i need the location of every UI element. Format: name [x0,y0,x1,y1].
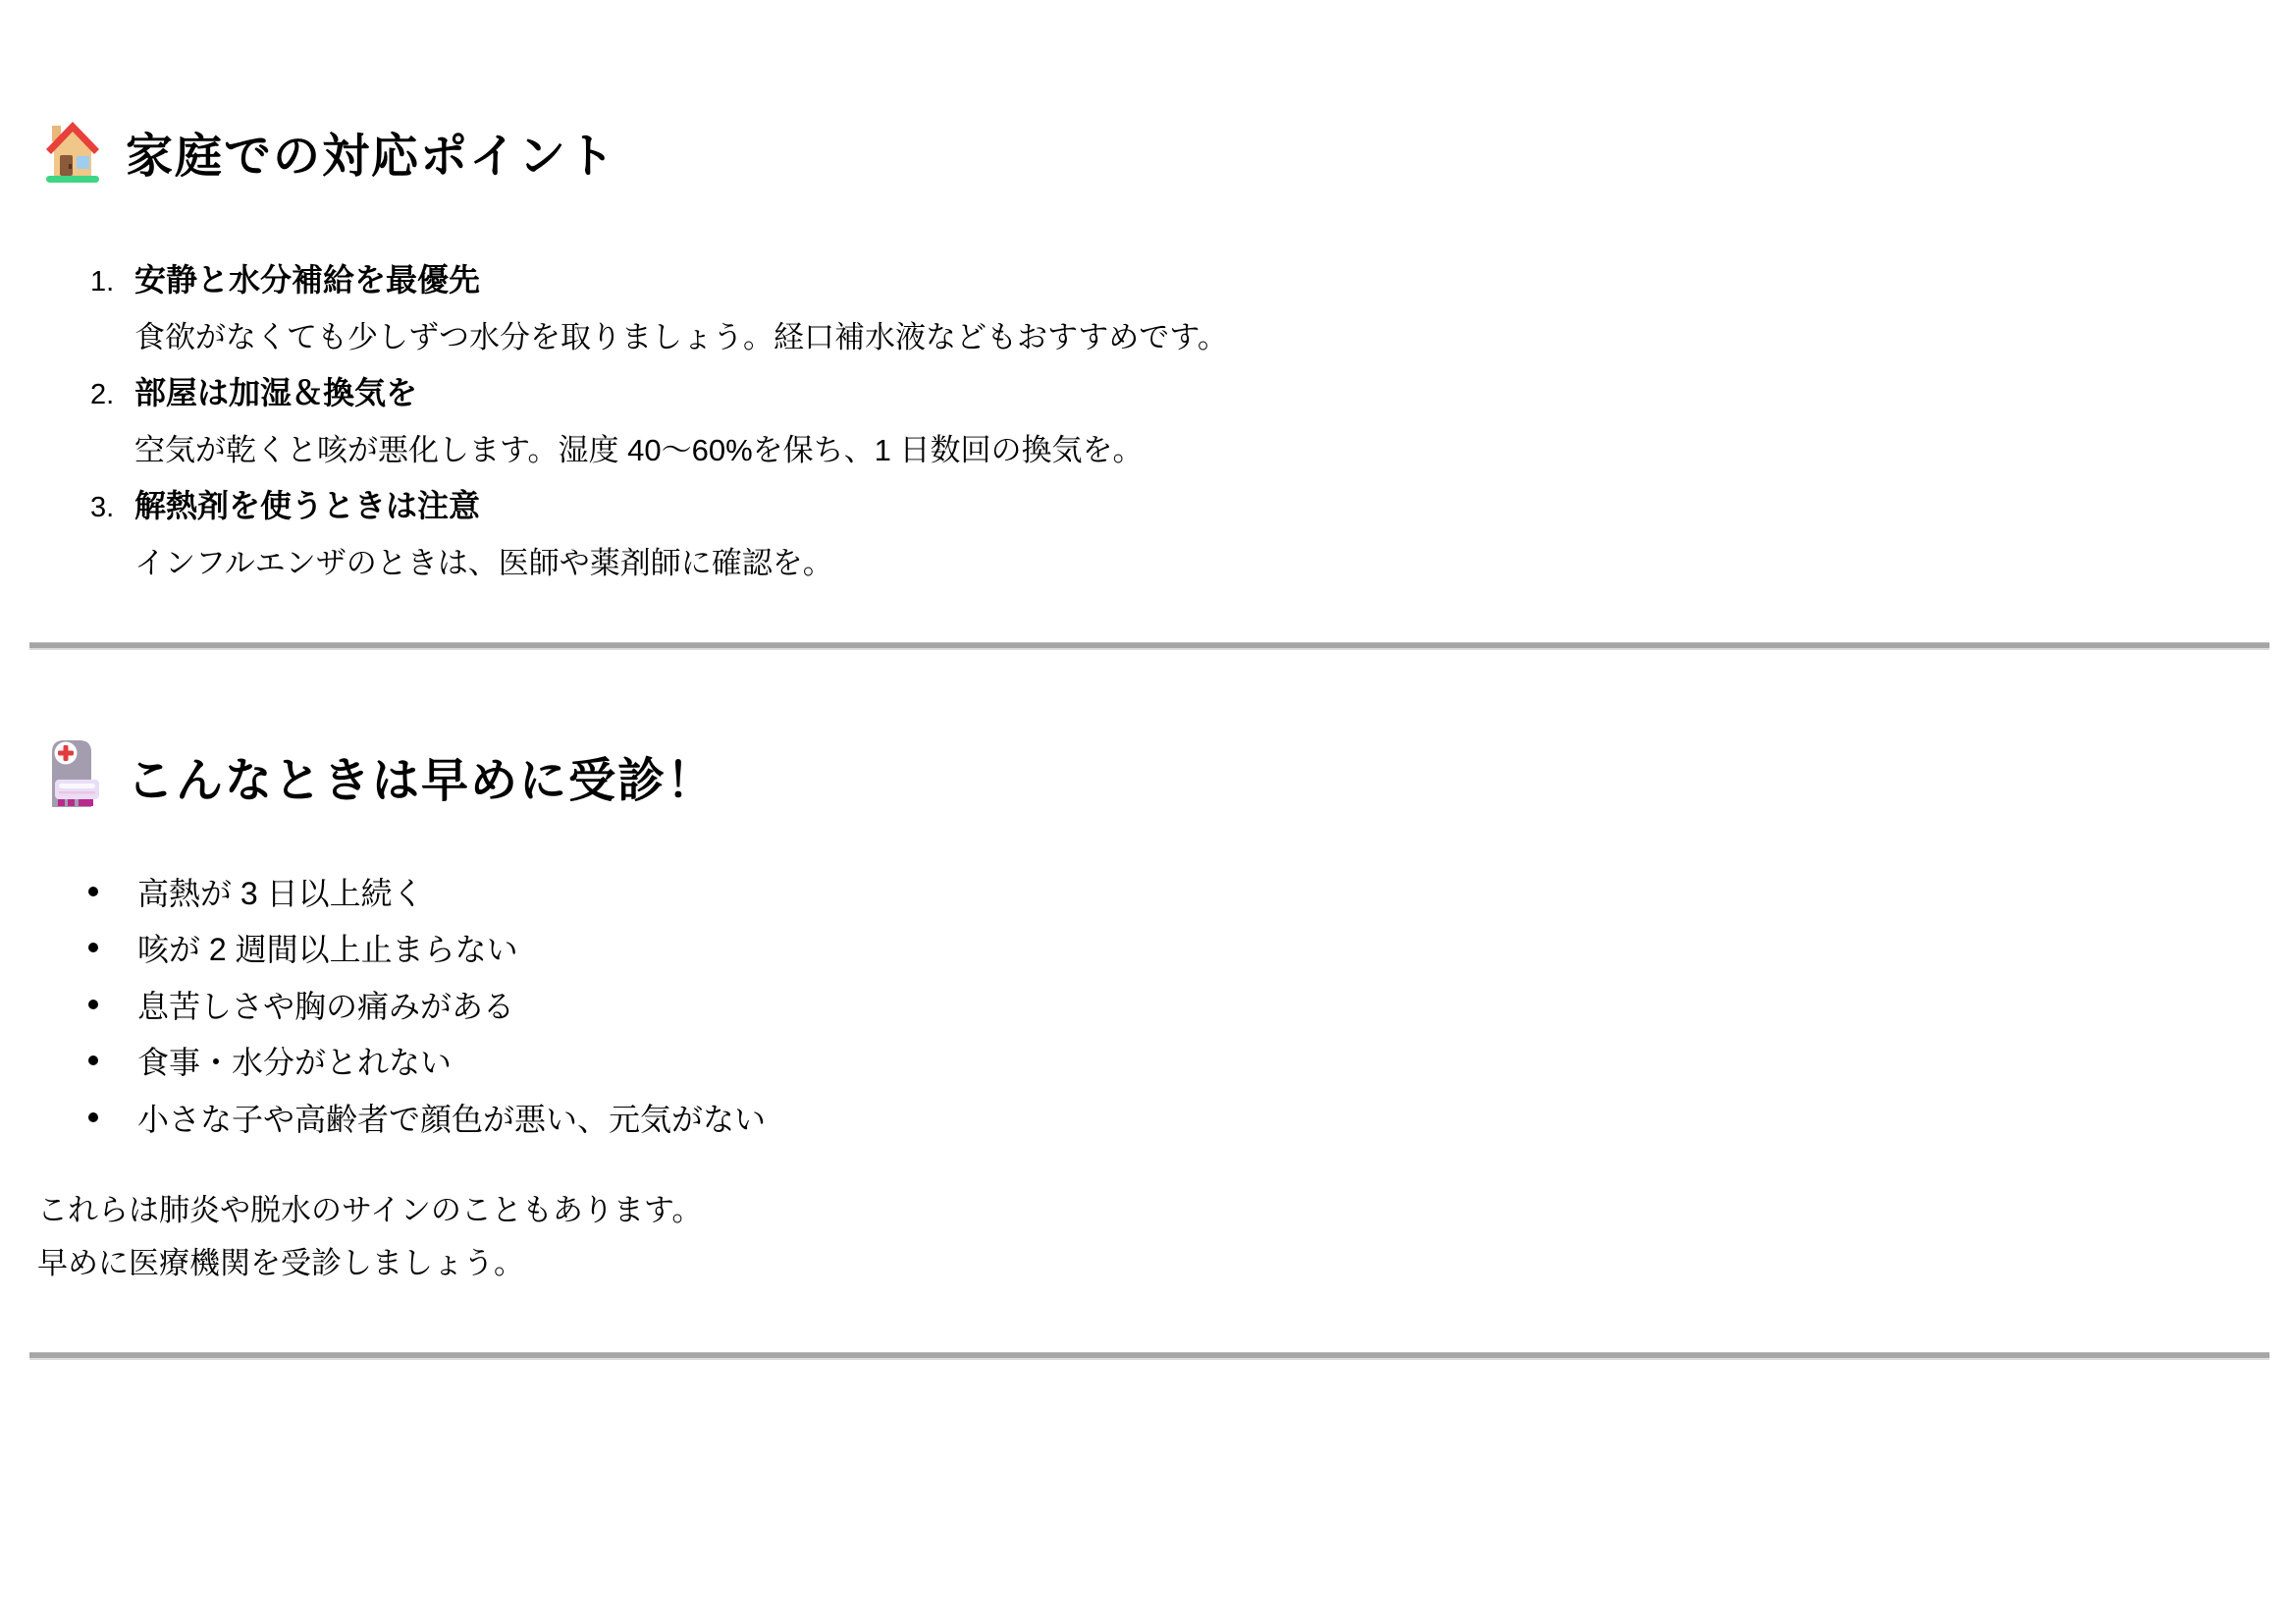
closing-note-line: 早めに医療機関を受診しましょう。 [37,1246,524,1280]
home-care-list [90,252,1228,591]
bullet-item [88,920,766,977]
list-item-title: 安静と水分補給を最優先 [134,262,481,298]
bullet-dot [88,887,98,896]
section-hospital-title: こんなときは早めに受診！ [127,754,717,807]
bullet-item [88,863,766,920]
closing-note-line: これらは肺炎や脱水のサインのこともあります。 [37,1193,703,1227]
bullet-dot [88,1056,98,1065]
section-hospital-heading [46,736,716,815]
list-item [90,252,1228,310]
list-item-title: 解熱剤を使うときは注意 [134,488,481,523]
closing-note [37,1184,702,1290]
list-item-number: 2. [90,379,115,410]
bullet-item [88,1033,766,1090]
list-item-description: 食欲がなくても少しずつ水分を取りましょう。経口補水液などもおすすめです。 [134,319,1228,354]
bullet-item [88,1089,766,1146]
bullet-text: 食事・水分がとれない [137,1045,453,1081]
list-item-title: 部屋は加湿＆換気を [134,375,418,410]
bullet-text: 高熱が 3 日以上続く [137,875,424,911]
hospital-icon [46,736,101,815]
bullet-text: 咳が 2 週間以上止まらない [137,932,518,968]
section-home-title: 家庭での対応ポイント [126,131,617,183]
section-home-heading [44,118,616,186]
bullet-text: 息苦しさや胸の痛みがある [137,988,515,1024]
bullet-dot [88,1000,98,1009]
symptom-bullet-list [88,863,766,1146]
horizontal-rule [29,1352,2269,1360]
bullet-dot [88,1112,98,1122]
list-item-description: 空気が乾くと咳が悪化します。湿度 40～60%を保ち、1 日数回の換気を。 [134,432,1144,467]
list-item [90,365,1228,423]
house-icon [44,120,101,185]
list-item [90,478,1228,536]
list-item-number: 1. [90,266,115,298]
bullet-text: 小さな子や高齢者で顔色が悪い、元気がない [137,1101,767,1137]
horizontal-rule [29,642,2269,650]
list-item-number: 3. [90,492,115,523]
bullet-dot [88,943,98,952]
list-item-description: インフルエンザのときは、医師や薬剤師に確認を。 [134,545,833,580]
bullet-item [88,976,766,1033]
